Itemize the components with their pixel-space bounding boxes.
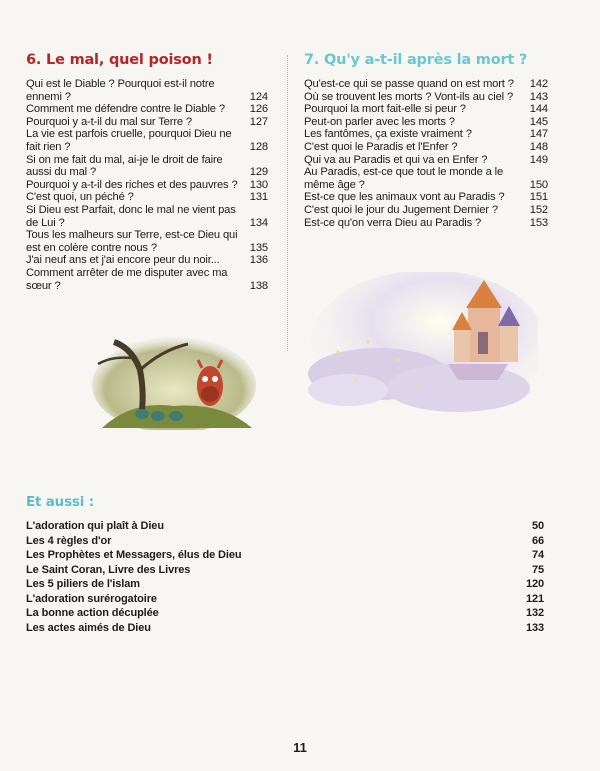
toc-entry-title: Les 5 piliers de l'islam (26, 578, 140, 590)
toc-entry-page: 144 (529, 103, 548, 116)
toc-entry-page: 136 (249, 254, 268, 267)
toc-entry-page: 74 (531, 549, 544, 561)
section-heading-afterlife: 7. Qu'y a-t-il après la mort ? (304, 52, 528, 68)
toc-list-evil (26, 78, 270, 292)
toc-entry-page: 50 (531, 520, 544, 532)
toc-entry (26, 229, 270, 254)
toc-entry-page: 151 (529, 191, 548, 204)
toc-entry-title: Au Paradis, est-ce que tout le monde a le même âge ? (304, 166, 504, 191)
toc-entry-title: Les 4 règles d'or (26, 534, 112, 547)
toc-entry-page: 124 (249, 90, 268, 103)
toc-entry (26, 254, 270, 267)
toc-entry-title: La vie est parfois cruelle, pourquoi Dieu ne fait rien ? (26, 128, 232, 153)
toc-entry-page: 143 (529, 90, 548, 103)
paradise-castle-in-clouds-illustration (308, 272, 538, 420)
toc-entry (304, 128, 548, 141)
toc-entry (304, 166, 548, 191)
page-number: 11 (293, 740, 307, 755)
toc-entry-page: 138 (249, 279, 268, 292)
toc-entry-title: Qui va au Paradis et qui va en Enfer ? (304, 153, 488, 166)
toc-entry-title: Où se trouvent les morts ? Vont-ils au ciel ? (304, 90, 514, 103)
toc-entry-page: 126 (249, 103, 268, 116)
toc-entry (304, 204, 548, 217)
toc-entry-page: 148 (529, 140, 548, 153)
toc-list-afterlife (304, 78, 548, 229)
toc-entry-title: Pourquoi y a-t-il du mal sur Terre ? (26, 115, 193, 128)
toc-entry (304, 154, 548, 167)
toc-entry-title: J'ai neuf ans et j'ai encore peur du noir... (26, 254, 220, 267)
toc-entry-title: L'adoration surérogatoire (26, 592, 157, 605)
toc-entry (26, 179, 270, 192)
toc-entry-title: Est-ce qu'on verra Dieu au Paradis ? (304, 216, 482, 229)
toc-entry-page: 127 (249, 115, 268, 128)
toc-entry (26, 204, 270, 229)
toc-entry (26, 191, 270, 204)
toc-entry (304, 217, 548, 230)
toc-entry (304, 91, 548, 104)
toc-entry (26, 128, 270, 153)
toc-entry-page: 153 (529, 216, 548, 229)
toc-entry-title: Tous les malheurs sur Terre, est-ce Dieu qui est en colère contre nous ? (26, 229, 238, 254)
section-also (26, 494, 544, 635)
toc-entry-title: Qu'est-ce qui se passe quand on est mort ? (304, 78, 514, 90)
toc-entry-title: La bonne action décuplée (26, 607, 159, 619)
toc-entry-page: 142 (529, 78, 548, 90)
toc-entry-page: 130 (249, 178, 268, 191)
toc-entry-title: Comment arrêter de me disputer avec ma sœur ? (26, 266, 228, 292)
toc-entry-page: 152 (529, 203, 548, 216)
toc-entry-page: 149 (529, 153, 548, 166)
toc-entry-title: C'est quoi, un péché ? (26, 191, 134, 204)
toc-entry-title: L'adoration qui plaît à Dieu (26, 520, 164, 532)
toc-entry-page: 150 (529, 178, 548, 191)
toc-list-also (26, 519, 544, 635)
toc-entry (26, 621, 544, 636)
toc-entry (26, 154, 270, 179)
toc-entry-page: 133 (525, 621, 544, 634)
toc-entry-page: 147 (529, 128, 548, 141)
toc-entry (26, 78, 270, 103)
toc-entry-title: Peut-on parler avec les morts ? (304, 115, 455, 128)
column-divider (287, 55, 288, 351)
section-heading-evil: 6. Le mal, quel poison ! (26, 52, 213, 68)
toc-entry (26, 116, 270, 129)
toc-entry-page: 129 (249, 166, 268, 179)
section-afterlife (304, 52, 548, 229)
toc-entry (26, 103, 270, 116)
toc-entry (26, 577, 544, 592)
section-heading-also: Et aussi : (26, 494, 94, 510)
toc-entry-title: Comment me défendre contre le Diable ? (26, 103, 225, 116)
toc-entry-page: 66 (531, 534, 544, 547)
toc-entry-page: 145 (529, 115, 548, 128)
toc-entry (304, 141, 548, 154)
toc-entry-title: Est-ce que les animaux vont au Paradis ? (304, 191, 505, 204)
monster-under-tree-illustration (92, 330, 256, 430)
toc-entry-page: 135 (249, 241, 268, 254)
toc-entry (26, 548, 544, 563)
toc-entry (26, 267, 270, 292)
toc-entry (26, 563, 544, 578)
toc-entry (26, 592, 544, 607)
toc-entry-title: Pourquoi y a-t-il des riches et des pauvres ? (26, 178, 238, 191)
toc-entry (304, 116, 548, 129)
toc-entry-page: 128 (249, 140, 268, 153)
toc-entry-title: Les Prophètes et Messagers, élus de Dieu (26, 549, 242, 561)
toc-entry-title: C'est quoi le Paradis et l'Enfer ? (304, 140, 458, 153)
toc-entry-title: Le Saint Coran, Livre des Livres (26, 563, 191, 576)
toc-entry-page: 75 (531, 563, 544, 576)
toc-entry (26, 606, 544, 621)
toc-entry-title: Les fantômes, ça existe vraiment ? (304, 128, 472, 141)
toc-entry-title: Qui est le Diable ? Pourquoi est-il notre ennemi ? (26, 78, 215, 103)
toc-entry-title: Si on me fait du mal, ai-je le droit de faire aussi du mal ? (26, 153, 223, 179)
toc-entry-title: C'est quoi le jour du Jugement Dernier ? (304, 203, 498, 216)
toc-entry-title: Pourquoi la mort fait-elle si peur ? (304, 103, 466, 116)
toc-entry-title: Les actes aimés de Dieu (26, 621, 151, 634)
toc-entry (26, 534, 544, 549)
toc-entry-page: 132 (525, 607, 544, 619)
toc-entry (304, 78, 548, 91)
section-evil (26, 52, 270, 292)
toc-entry-title: Si Dieu est Parfait, donc le mal ne vient pas de Lui ? (26, 203, 236, 229)
toc-entry-page: 121 (525, 592, 544, 605)
toc-entry-page: 131 (249, 191, 268, 204)
toc-entry-page: 134 (249, 216, 268, 229)
toc-entry (26, 519, 544, 534)
toc-entry-page: 120 (525, 578, 544, 590)
toc-entry (304, 191, 548, 204)
toc-entry (304, 103, 548, 116)
